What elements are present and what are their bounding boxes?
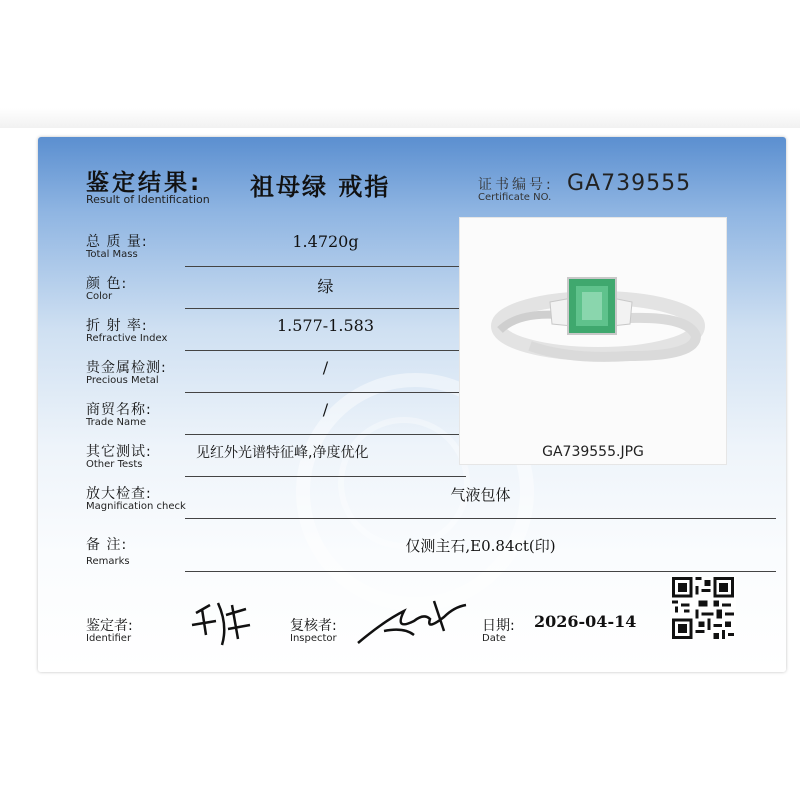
underline [185,266,466,267]
field-label-en: Trade Name [86,417,147,428]
field-total-mass [86,229,426,269]
field-magnification [86,481,766,521]
underline [185,392,466,393]
field-label-en: Total Mass [86,249,138,260]
field-color [86,271,426,311]
date-label-en: Date [482,633,506,644]
field-precious-metal [86,355,426,395]
field-other-tests [86,439,426,479]
underline [185,476,466,477]
ring-illustration [460,218,726,438]
field-label: 贵金属检测: [86,360,167,376]
field-label-en: Remarks [86,556,130,567]
qr-code-icon[interactable] [670,577,736,639]
field-trade-name [86,397,426,437]
result-label: 鉴定结果: [86,170,203,196]
field-value: 气液包体 [450,486,511,504]
inspector-label-en: Inspector [290,633,337,644]
underline [185,571,776,572]
field-label-en: Color [86,291,113,302]
field-label: 总 质 量: [86,234,148,250]
inspector-label: 复核者: [290,618,337,634]
underline [185,350,466,351]
certificate-number: GA739555 [567,171,692,196]
field-value: 见红外光谱特征峰,净度优化 [196,445,369,461]
underline [185,434,466,435]
field-label: 放大检查: [86,486,152,502]
certificate-label: 证书编号: [478,177,554,193]
identifier-signature [188,595,258,650]
field-refractive-index [86,313,426,353]
field-value: 绿 [317,277,334,296]
field-value: 1.577-1.583 [276,316,374,335]
field-value: / [322,358,329,377]
field-value: 仅测主石,E0.84ct(印) [405,537,556,555]
field-label: 颜 色: [86,276,128,292]
photo-caption: GA739555.JPG [542,444,644,460]
product-photo [459,217,727,465]
identifier-label-en: Identifier [86,633,132,644]
underline [185,308,466,309]
certificate-label-en: Certificate NO. [478,192,552,203]
certificate-card [38,137,786,672]
date-label: 日期: [482,618,515,634]
date-value: 2026-04-14 [534,612,637,631]
inspector-signature [354,591,474,651]
field-value: 1.4720g [292,232,359,251]
field-value: / [322,400,329,419]
result-value: 祖母绿 戒指 [250,173,391,201]
field-label-en: Magnification check [86,501,186,512]
field-label: 备 注: [86,537,128,553]
identifier-label: 鉴定者: [86,618,133,634]
field-label: 折 射 率: [86,318,148,334]
field-label-en: Precious Metal [86,375,159,386]
field-label: 商贸名称: [86,402,152,418]
underline [185,518,776,519]
card-shadow [0,108,800,128]
field-label: 其它测试: [86,444,152,460]
field-label-en: Refractive Index [86,333,168,344]
result-label-en: Result of Identification [86,193,210,206]
field-remarks [86,532,766,574]
field-label-en: Other Tests [86,459,143,470]
